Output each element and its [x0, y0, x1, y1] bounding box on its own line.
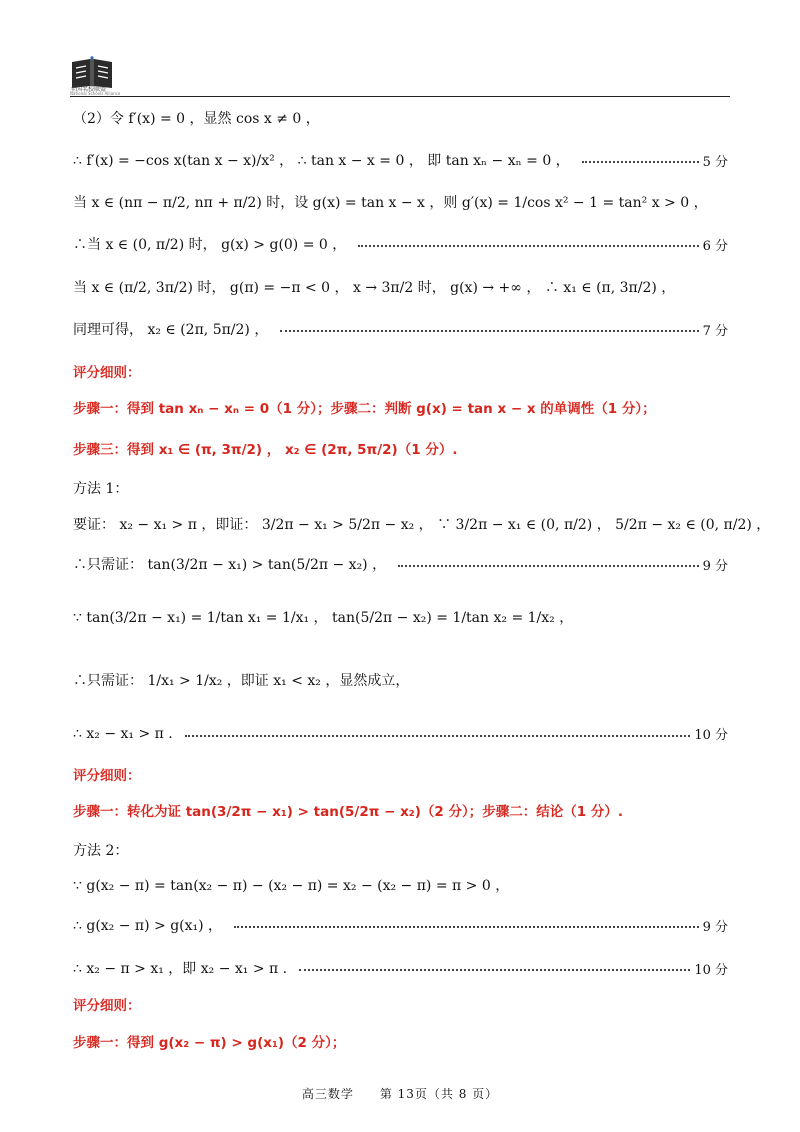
dot-leader	[234, 926, 699, 928]
line-20	[73, 915, 728, 935]
line-text: ∴ x₂ − x₁ > π .	[73, 725, 173, 742]
line-text: 评分细则：	[73, 768, 141, 784]
line-text: 评分细则：	[73, 365, 141, 381]
dot-leader	[299, 969, 690, 971]
line-2	[73, 150, 728, 170]
method-2-title	[73, 840, 728, 860]
scoring-title	[73, 764, 728, 784]
dot-leader	[398, 565, 698, 567]
line-3	[73, 192, 728, 212]
line-text: ∴ x₂ − π > x₁ ，即 x₂ − x₁ > π .	[73, 961, 288, 977]
score: 6 分	[702, 238, 728, 254]
line-4	[73, 234, 728, 254]
line-text: 步骤一：转化为证 tan(3/2π − x₁) > tan(5/2π − x₂)（2 分）；步骤二：结论（1 分）.	[73, 804, 623, 820]
dot-leader	[582, 161, 699, 163]
page-footer: 高三数学 第 13页（共 8 页）	[301, 1087, 499, 1101]
header-divider	[70, 96, 730, 97]
line-text: 当 x ∈ (nπ − π/2, nπ + π/2) 时，设 g(x) = tan x − x ，则 g′(x) = 1/cos x² − 1 = tan² x > 0 ，	[73, 195, 708, 211]
line-text: 步骤三：得到 x₁ ∈ (π, 3π/2) ， x₂ ∈ (2π, 5π/2)（1 分）.	[73, 442, 458, 458]
scoring-step	[73, 438, 728, 458]
line-text: 同理可得， x₂ ∈ (2π, 5π/2) ，	[73, 322, 269, 338]
line-text: 评分细则：	[73, 998, 141, 1014]
line-text: （2）令 f′(x) = 0 ，显然 cos x ≠ 0 ，	[73, 111, 320, 127]
line-13	[73, 607, 728, 627]
scoring-title	[73, 994, 728, 1014]
line-text: 当 x ∈ (π/2, 3π/2) 时， g(π) = −π < 0 ， x → 3π/2 时， g(x) → +∞ ， ∴ x₁ ∈ (π, 3π/2) ，	[73, 280, 676, 296]
scoring-title	[73, 361, 728, 381]
line-text: ∴只需证： 1/x₁ > 1/x₂ ，即证 x₁ < x₂ ，显然成立，	[73, 673, 410, 689]
line-text: ∵ g(x₂ − π) = tan(x₂ − π) − (x₂ − π) = x₂ − (x₂ − π) = π > 0 ，	[73, 878, 510, 894]
line-11	[73, 514, 771, 534]
dot-leader	[358, 245, 698, 247]
line-15	[73, 724, 728, 743]
score: 10 分	[694, 728, 728, 743]
logo-text: 全国名校联盟	[70, 86, 107, 93]
line-12	[73, 554, 728, 574]
line-text: 步骤一：得到 tan xₙ − xₙ = 0（1 分）；步骤二：判断 g(x) = tan x − x 的单调性（1 分）；	[73, 401, 656, 417]
score: 10 分	[694, 962, 728, 978]
line-text: 方法 2：	[73, 843, 129, 859]
scoring-step	[73, 397, 728, 417]
line-text: 步骤一：得到 g(x₂ − π) > g(x₁)（2 分）；	[73, 1035, 346, 1051]
line-text: ∴只需证： tan(3/2π − x₁) > tan(5/2π − x₂) ，	[73, 557, 387, 573]
line-19	[73, 875, 728, 895]
line-text: ∴当 x ∈ (0, π/2) 时， g(x) > g(0) = 0 ，	[73, 237, 347, 253]
dot-leader	[185, 735, 691, 737]
line-5	[73, 277, 728, 297]
line-text: 要证： x₂ − x₁ > π ，即证： 3/2π − x₁ > 5/2π − x₂ ， ∵ 3/2π − x₁ ∈ (0, π/2) ， 5/2π − x₂ ∈ (0, π/2) ，	[73, 517, 771, 533]
line-text: ∵ tan(3/2π − x₁) = 1/tan x₁ = 1/x₁ ， tan(5/2π − x₂) = 1/tan x₂ = 1/x₂ ，	[73, 610, 574, 626]
scoring-step	[73, 800, 728, 820]
line-6	[73, 319, 728, 339]
score: 7 分	[702, 323, 728, 339]
dot-leader	[280, 330, 698, 332]
line-text: 方法 1：	[73, 481, 129, 497]
line-text: ∴ f′(x) = −cos x(tan x − x)/x² ， ∴ tan x − x = 0 ， 即 tan xₙ − xₙ = 0 ，	[73, 153, 570, 169]
score: 9 分	[702, 558, 728, 574]
line-text: ∴ g(x₂ − π) > g(x₁) ，	[73, 918, 223, 934]
scoring-step	[73, 1031, 728, 1051]
line-14	[73, 670, 728, 690]
line-1	[73, 108, 728, 128]
logo-subtext: National Schools Alliance	[70, 91, 121, 96]
method-1-title	[73, 478, 728, 498]
line-21	[73, 958, 728, 978]
score: 5 分	[702, 154, 728, 170]
score: 9 分	[702, 919, 728, 935]
